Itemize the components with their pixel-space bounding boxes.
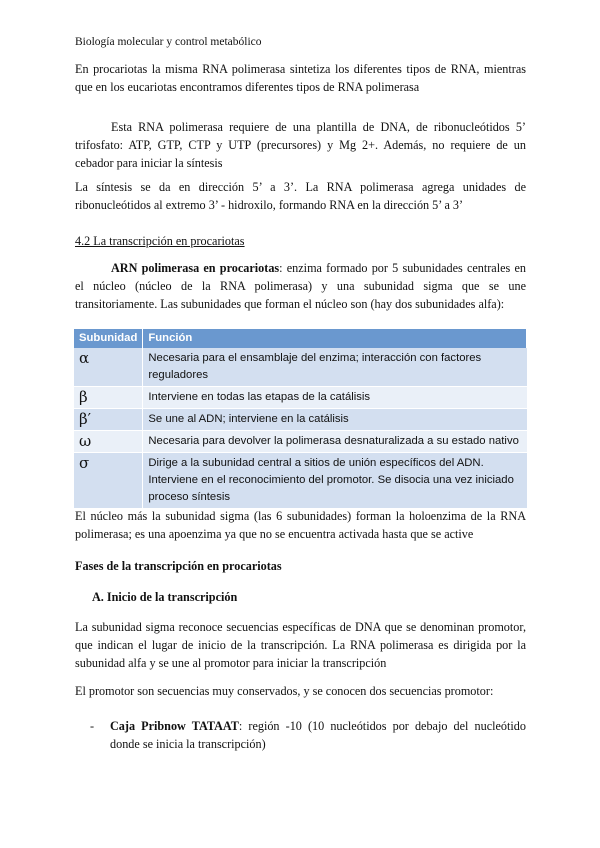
subunit-function: Necesaria para el ensamblaje del enzima; interacción con factores reguladores bbox=[143, 348, 527, 387]
bullet-dash: - bbox=[90, 719, 95, 733]
table-row bbox=[74, 348, 527, 387]
table-row bbox=[74, 387, 527, 409]
bullet-text: : región -10 (10 nucleótidos por debajo del nucleótido donde se inicia la transcripción) bbox=[110, 719, 526, 751]
subunit-function: Interviene en todas las etapas de la catálisis bbox=[143, 387, 527, 409]
paragraph-6: La subunidad sigma reconoce secuencias específicas de DNA que se denominan promotor, que indican el lugar de inicio de la transcripción. La RNA polimerasa es dirigida por la subunidad alfa y se une al promotor para iniciar la transcripción bbox=[75, 620, 526, 670]
subunit-function: Necesaria para devolver la polimerasa desnaturalizada a su estado nativo bbox=[143, 431, 527, 453]
subunit-function: Dirige a la subunidad central a sitios de unión específicos del ADN. Interviene en el reconocimiento del promotor. Se disocia una vez iniciado proceso síntesis bbox=[143, 453, 527, 509]
paragraph-2: Esta RNA polimerasa requiere de una plantilla de DNA, de ribonucleótidos 5’ trifosfato: ATP, GTP, CTP y UTP (precursores) y Mg 2+. Además, no requiere de un cebador para iniciar la síntesis bbox=[75, 120, 526, 170]
paragraph-4 bbox=[75, 259, 526, 313]
subunit-symbol: σ bbox=[74, 453, 143, 509]
subheading-a: A. Inicio de la transcripción bbox=[92, 590, 238, 604]
paragraph-1: En procariotas la misma RNA polimerasa sintetiza los diferentes tipos de RNA, mientras que en los eucariotas encontramos diferentes tipos de RNA polimerasa bbox=[75, 62, 526, 94]
table-header-funcion: Función bbox=[143, 329, 527, 348]
paragraph-5: El núcleo más la subunidad sigma (las 6 subunidades) forman la holoenzima de la RNA polimerasa; es una apoenzima ya que no se encuentra activada hasta que se active bbox=[75, 509, 526, 541]
page-header: Biología molecular y control metabólico bbox=[75, 36, 262, 48]
table-row bbox=[74, 453, 527, 509]
subunit-function: Se une al ADN; interviene en la catálisis bbox=[143, 409, 527, 431]
paragraph-4-bold: ARN polimerasa en procariotas bbox=[111, 261, 280, 275]
subunit-table bbox=[74, 329, 527, 509]
table-row bbox=[74, 409, 527, 431]
phases-heading: Fases de la transcripción en procariotas bbox=[75, 559, 282, 573]
paragraph-4-text: : enzima formado por 5 subunidades centrales en el núcleo (núcleo de la RNA polimerasa) y una subunidad sigma que se une transitoriamente. Las subunidades que forman el núcleo son (hay dos subunidades alfa): bbox=[75, 261, 526, 311]
paragraph-7: El promotor son secuencias muy conservados, y se conocen dos secuencias promotor: bbox=[75, 684, 494, 698]
subunit-symbol: ω bbox=[74, 431, 143, 453]
subunit-symbol: α bbox=[74, 348, 143, 387]
section-heading: 4.2 La transcripción en procariotas bbox=[75, 234, 245, 248]
bullet-bold: Caja Pribnow TATAAT bbox=[110, 719, 239, 733]
paragraph-3: La síntesis se da en dirección 5’ a 3’. La RNA polimerasa agrega unidades de ribonucleótidos al extremo 3’ - hidroxilo, formando RNA en la dirección 5’ a 3’ bbox=[75, 180, 526, 212]
table-row bbox=[74, 431, 527, 453]
subunit-symbol: β bbox=[74, 387, 143, 409]
bullet-item bbox=[90, 717, 526, 753]
subunit-symbol: β′ bbox=[74, 409, 143, 431]
table-header-subunidad: Subunidad bbox=[74, 329, 143, 348]
